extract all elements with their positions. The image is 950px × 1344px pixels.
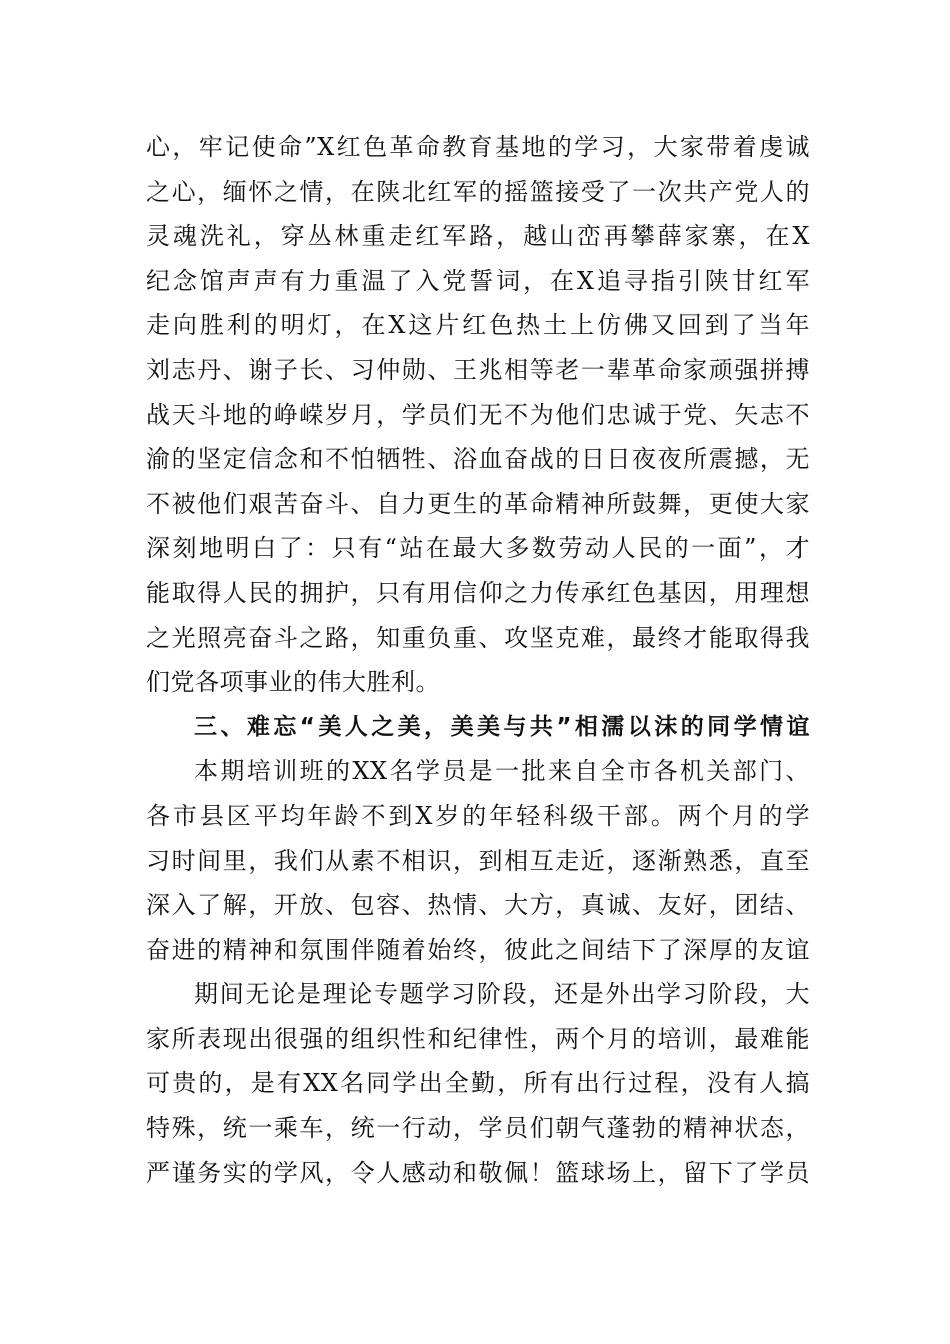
text-line: 深刻地明白了：只有“站在最大多数劳动人民的一面”，才	[146, 534, 810, 563]
paragraph-red-education	[146, 125, 810, 705]
text-line: 严谨务实的学风，令人感动和敬佩！篮球场上，留下了学员	[146, 1158, 810, 1187]
text-line: 各市县区平均年龄不到X岁的年轻科级干部。两个月的学	[146, 801, 810, 830]
text-line: 刘志丹、谢子长、习仲勋、王兆相等老一辈革命家顽强拼搏	[146, 355, 810, 384]
paragraph-discipline	[146, 972, 810, 1195]
text-line: 特殊，统一乘车，统一行动，学员们朝气蓬勃的精神状态，	[146, 1114, 810, 1143]
text-line: 渝的坚定信念和不怕牺牲、浴血奋战的日日夜夜所震撼，无	[146, 445, 810, 474]
text-line: 之心，缅怀之情，在陕北红军的摇篮接受了一次共产党人的	[146, 177, 810, 206]
text-line: 习时间里，我们从素不相识，到相互走近，逐渐熟悉，直至	[146, 846, 810, 875]
paragraph-classmates	[146, 749, 810, 972]
text-line: 能取得人民的拥护，只有用信仰之力传承红色基因，用理想	[146, 578, 810, 607]
text-line: 之光照亮奋斗之路，知重负重、攻坚克难，最终才能取得我	[146, 623, 810, 652]
text-line: 灵魂洗礼，穿丛林重走红军路，越山峦再攀薛家寨，在X	[146, 222, 810, 251]
text-line: 家所表现出很强的组织性和纪律性，两个月的培训，最难能	[146, 1024, 810, 1053]
text-line: 战天斗地的峥嵘岁月，学员们无不为他们忠诚于党、矢志不	[146, 400, 810, 429]
text-line: 期间无论是理论专题学习阶段，还是外出学习阶段，大	[194, 980, 810, 1009]
text-line: 不被他们艰苦奋斗、自力更生的革命精神所鼓舞，更使大家	[146, 489, 810, 518]
document-body	[146, 125, 810, 1195]
text-line: 们党各项事业的伟大胜利。	[146, 668, 440, 697]
text-line: 深入了解，开放、包容、热情、大方，真诚、友好，团结、	[146, 891, 810, 920]
section-heading: 三、难忘“美人之美，美美与共”相濡以沫的同学情谊	[194, 713, 810, 740]
text-line: 本期培训班的XX名学员是一批来自全市各机关部门、	[194, 757, 810, 786]
text-line: 纪念馆声声有力重温了入党誓词，在X追寻指引陕甘红军	[146, 266, 810, 295]
text-line: 走向胜利的明灯，在X这片红色热土上仿佛又回到了当年	[146, 311, 810, 340]
text-line: 心，牢记使命”X红色革命教育基地的学习，大家带着虔诚	[146, 133, 810, 161]
text-line: 可贵的，是有XX名同学出全勤，所有出行过程，没有人搞	[146, 1069, 810, 1098]
text-line: 奋进的精神和氛围伴随着始终，彼此之间结下了深厚的友谊	[146, 935, 810, 964]
